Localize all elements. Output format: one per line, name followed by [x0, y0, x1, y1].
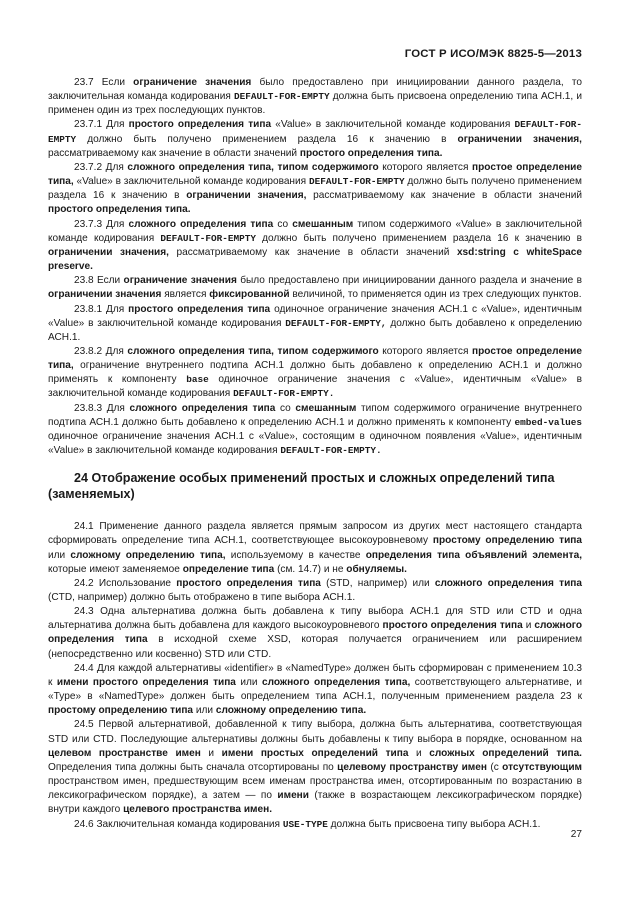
text-run: со [275, 402, 296, 414]
text-run: в исходной схеме XSD, которая получается ограничением или расширением (непосредственно или косвенно) STD или CTD. [48, 634, 583, 660]
paragraph [48, 76, 582, 118]
text-run: было предоставлено при инициировании данного раздела и значение в [236, 275, 582, 287]
bold-term: ограничении значения, [457, 133, 582, 145]
bold-term: смешанным [295, 402, 357, 414]
bold-term: простое определение типа, [48, 161, 582, 188]
text-run: типом содержимого «Value» в заключительной команде кодирования [48, 218, 582, 244]
page-number: 27 [570, 829, 582, 840]
text-run: 23.8 Если [74, 275, 124, 287]
bold-term: простого определения типа. [299, 147, 443, 159]
text-run: и [408, 747, 430, 759]
text-run: которого является [378, 161, 473, 173]
text-run: 23.8.3 Для [74, 402, 130, 414]
bold-term: определение типа [182, 563, 275, 575]
text-run: рассматриваемому как значение в области значений [306, 190, 583, 202]
bold-term: ограничении значения, [186, 190, 307, 202]
text-run: 24.3 Одна альтернатива должна быть добавлена к типу выбора АСН.1 для STD или CTD и одна альтернатива должна быть добавлена для каждого высокоуровневого [48, 606, 582, 632]
text-run: должна быть присвоена определению типа АСН.1, и применен один из трех последующих пунктов. [48, 91, 582, 117]
bold-term: простому определению типа [48, 705, 194, 717]
bold-term: смешанным [292, 218, 354, 230]
text-run: должно быть получено применением раздела 16 к значению в [48, 176, 582, 202]
text-run: должна быть присвоена типу выбора АСН.1. [327, 818, 541, 830]
bold-term: фиксированной [209, 289, 290, 301]
document-body [48, 76, 582, 832]
text-run: рассматриваемому как значение в области значений [48, 147, 300, 159]
text-run: и [522, 620, 535, 632]
bold-term: сложного определения типа [434, 577, 582, 589]
code-term: DEFAULT-FOR-EMPTY [160, 232, 256, 244]
text-run: ограничение внутреннего подтипа АСН.1 должно быть добавлено к определению АСН.1 и должно применять к компоненту [48, 360, 582, 386]
bold-term: отсутствующим [502, 761, 582, 773]
bold-term: простого определения типа. [48, 204, 191, 216]
bold-term: сложного определения типа [48, 620, 582, 646]
paragraph [48, 577, 582, 605]
paragraph [48, 520, 582, 577]
text-run: одиночное ограничение значения АСН.1 с «Value», состоящим в одиночном появления «Value», идентичным «Value» в заключительной команде кодирования [48, 430, 582, 457]
bold-term: целевом пространстве имен [48, 747, 201, 759]
text-run: типом содержимого ограничение внутреннего подтипа АСН.1 должно быть добавлено к определению АСН.1 и должно применять к компоненту [48, 402, 582, 428]
bold-term: xsd:string с whiteSpace preserve. [48, 246, 583, 273]
section-heading: 24 Отображение особых применений простых и сложных определений типа (заменяемых) [48, 471, 555, 502]
paragraph [48, 345, 582, 402]
paragraph [48, 718, 582, 817]
bold-term: ограничении значения [48, 289, 162, 301]
text-run: пространством имен, предшествующим всем именам пространства имен, отсортированным по возрастанию в лексикографическом порядке), а затем — по [48, 776, 582, 802]
bold-term: определения типа объявлений элемента, [365, 549, 583, 561]
text-run: одиночное ограничение значения с «Value», идентичным «Value» в заключительной команде кодирования [48, 374, 583, 400]
text-run: 23.7.1 Для [74, 119, 129, 131]
text-run: (STD, например) или [320, 577, 435, 589]
text-run: (см. 14.7) и не [274, 563, 347, 575]
bold-term: обнуляемы. [346, 563, 407, 575]
document-header: ГОСТ Р ИСО/МЭК 8825-5—2013 [404, 48, 582, 60]
bold-term: целевому пространству имен [337, 761, 487, 773]
paragraph [48, 662, 582, 719]
bold-term: сложного определения типа [128, 218, 274, 230]
code-term: DEFAULT-FOR-EMPTY. [233, 388, 335, 400]
text-run: рассматриваемому как значение в области значений [168, 246, 457, 258]
paragraph [48, 605, 582, 662]
text-run: «Value» в заключительной команде кодирования [271, 119, 515, 131]
bold-term: простое определение типа, [48, 345, 582, 372]
text-run: одиночное ограничение значения АСН.1 с «Value», идентичным «Value» в заключительной команде кодирования [48, 303, 582, 329]
bold-term: ограничение значения [133, 77, 252, 88]
text-run: или [193, 705, 216, 717]
text-run: (с [486, 761, 503, 773]
bold-term: сложного определения типа, типом содержимого [127, 161, 379, 173]
text-run: 24.6 Заключительная команда кодирования [74, 818, 283, 830]
bold-term: сложному определению типа. [215, 705, 367, 717]
bold-term: простого определения типа [176, 577, 321, 589]
bold-term: имени [277, 790, 309, 802]
paragraph [48, 303, 582, 345]
text-run: соответствующего альтернативе, и «Type» в «NamedType» должен быть определением типа АСН.1, полученным применением раздела 23 к [48, 676, 582, 703]
bold-term: простого определения типа [382, 620, 523, 632]
code-term: USE-TYPE [282, 818, 328, 830]
text-run: 23.8.2 Для [74, 345, 128, 357]
paragraph [48, 161, 582, 218]
bold-term: имени простого определения типа [56, 676, 236, 688]
text-run: должно быть получено применением раздела 16 к значению в [255, 232, 582, 244]
text-run: Определения типа должны быть сначала отсортированы по [48, 761, 338, 773]
text-run: 23.8.1 Для [74, 303, 129, 315]
bold-term: сложного определения типа, [262, 676, 411, 688]
text-run: используемому в качестве [225, 549, 366, 561]
paragraphs-before [48, 76, 582, 458]
bold-term: простому определению типа [432, 535, 583, 547]
text-run: было предоставлено при инициировании данного раздела, то заключительная команда кодирования [48, 77, 582, 103]
text-run: (также в возрастающем лексикографическом порядке) внутри каждого [48, 790, 582, 816]
text-run: должно быть получено применением раздела 16 к значению в [76, 133, 458, 145]
text-run: и [200, 747, 222, 759]
bold-term: сложному определению типа, [70, 549, 226, 561]
bold-term: ограничении значения, [48, 246, 169, 258]
paragraph [48, 274, 582, 302]
text-run: величиной, то применяется один из трех следующих пунктов. [289, 289, 582, 301]
code-term: DEFAULT-FOR-EMPTY. [280, 445, 382, 457]
text-run: 24.4 Для каждой альтернативы «identifier» в «NamedType» должен быть сформирован с применением 10.3 к [48, 662, 582, 688]
text-run: 23.7.3 Для [74, 218, 129, 230]
text-run: является [161, 289, 210, 301]
bold-term: простого определения типа [128, 303, 271, 315]
paragraph [48, 402, 582, 459]
bold-term: имени простых определений типа [221, 747, 409, 759]
code-term: embed-values [514, 416, 582, 428]
text-run: (CTD, например) должно быть отображено в типе выбора АСН.1. [48, 592, 356, 603]
code-term: base [186, 374, 209, 386]
text-run: 24.1 Применение данного раздела является прямым запросом из других мест настоящего стандарта сформировать определение типа АСН.1, соответствующее высокоуровневому [48, 521, 582, 547]
text-run: 24.2 Использование [74, 577, 177, 589]
paragraph [48, 818, 582, 832]
code-term: DEFAULT-FOR-EMPTY [48, 119, 582, 145]
bold-term: целевого пространства имен. [123, 804, 273, 816]
text-run: которого является [378, 345, 473, 357]
code-term: DEFAULT-FOR-EMPTY, [285, 317, 387, 329]
paragraph [48, 118, 582, 160]
code-term: DEFAULT-FOR-EMPTY [308, 176, 405, 188]
text-run: которые имеют заменяемое [48, 563, 183, 575]
bold-term: сложного определения типа [129, 402, 276, 414]
paragraph [48, 218, 582, 275]
text-run: должно быть добавлено к определению АСН.1. [48, 317, 582, 343]
text-run: или [48, 549, 71, 561]
text-run: 23.7 Если [74, 77, 134, 88]
text-run: «Value» в заключительной команде кодирования [73, 176, 309, 188]
code-term: DEFAULT-FOR-EMPTY [233, 91, 330, 103]
bold-term: сложного определения типа, типом содержимого [127, 345, 379, 357]
text-run: 23.7.2 Для [74, 161, 128, 173]
paragraphs-after [48, 520, 582, 831]
bold-term: сложных определений типа. [429, 747, 582, 759]
text-run: со [273, 218, 293, 230]
bold-term: простого определения типа [128, 119, 272, 131]
text-run: 24.5 Первой альтернативой, добавленной к типу выбора, должна быть альтернатива, соответствующая STD или CTD. Последующие альтернативы должны быть добавлены к типу выбора в порядке, основанном на [48, 719, 582, 745]
text-run: или [235, 676, 262, 688]
bold-term: ограничение значения [123, 275, 237, 287]
